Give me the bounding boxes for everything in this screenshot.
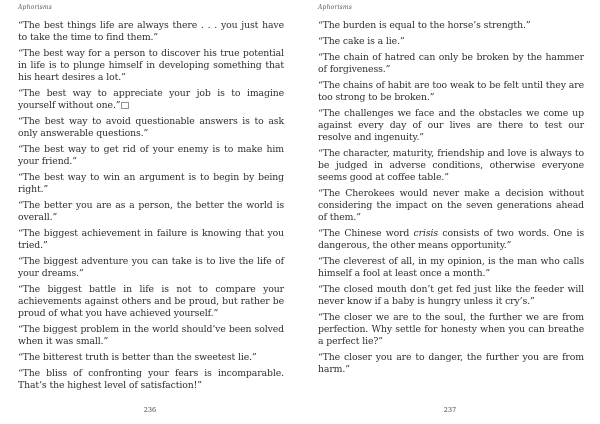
quote-paragraph: “The closed mouth don’t get fed just like the feeder will never know if a baby is hungry unless it cry’s.” — [318, 284, 584, 307]
quote-paragraph: “The biggest battle in life is not to compare your achievements against others and be proud, but rather be proud of what you have achieved yourself.” — [18, 284, 284, 319]
quote-paragraph: “The best way to win an argument is to begin by being right.” — [18, 172, 284, 195]
quote-paragraph: “The best way to get rid of your enemy is to make him your friend.” — [18, 144, 284, 167]
quote-paragraph: “The better you are as a person, the better the world is overall.” — [18, 200, 284, 223]
quote-paragraph: “The best way to avoid questionable answers is to ask only answerable questions.” — [18, 116, 284, 139]
quote-paragraph: “The Chinese word crisis consists of two words. One is dangerous, the other means opportunity.” — [318, 228, 584, 251]
quote-paragraph: “The biggest adventure you can take is to live the life of your dreams.” — [18, 256, 284, 279]
quote-paragraph: “The chain of hatred can only be broken by the hammer of forgiveness.” — [318, 52, 584, 75]
quote-paragraph: “The closer we are to the soul, the further we are from perfection. Why settle for honesty when you can breathe a perfect lie?” — [318, 312, 584, 347]
quote-paragraph: “The character, maturity, friendship and love is always to be judged in adverse conditions, otherwise everyone seems good at coffee table.” — [318, 148, 584, 183]
quote-paragraph: “The biggest achievement in failure is knowing that you tried.” — [18, 228, 284, 251]
quote-paragraph: “The biggest problem in the world should’ve been solved when it was small.” — [18, 324, 284, 347]
quote-paragraph: “The challenges we face and the obstacles we come up against every day of our lives are there to test our resolve and ingenuity.” — [318, 108, 584, 143]
page-number: 237 — [443, 406, 457, 414]
quote-paragraph: “The best things life are always there . . . you just have to take the time to find them.” — [18, 20, 284, 43]
quote-paragraph: “The burden is equal to the horse’s strength.” — [318, 20, 531, 31]
quote-list — [318, 20, 584, 376]
quote-paragraph: “The cake is a lie.” — [318, 36, 405, 47]
running-header: Aphorisms — [18, 4, 53, 11]
quote-paragraph: “The cleverest of all, in my opinion, is the man who calls himself a fool at least once a month.” — [318, 256, 584, 279]
quote-paragraph: “The Cherokees would never make a decision without considering the impact on the seven generations ahead of them.” — [318, 188, 584, 223]
quote-paragraph: “The best way for a person to discover his true potential in life is to plunge himself in developing something that his heart desires a lot.” — [18, 48, 284, 83]
quote-paragraph: “The bliss of confronting your fears is incomparable. That’s the highest level of satisfaction!” — [18, 368, 284, 391]
quote-paragraph: “The best way to appreciate your job is to imagine yourself without one.”□ — [18, 88, 284, 111]
quote-paragraph: “The closer you are to danger, the further you are from harm.” — [318, 352, 584, 375]
quote-paragraph: “The bitterest truth is better than the sweetest lie.” — [18, 352, 257, 363]
quote-list — [18, 20, 284, 392]
page-right — [300, 0, 600, 424]
page-number: 236 — [143, 406, 157, 414]
quote-paragraph: “The chains of habit are too weak to be felt until they are too strong to be broken.” — [318, 80, 584, 103]
running-header: Aphorisms — [318, 4, 353, 11]
